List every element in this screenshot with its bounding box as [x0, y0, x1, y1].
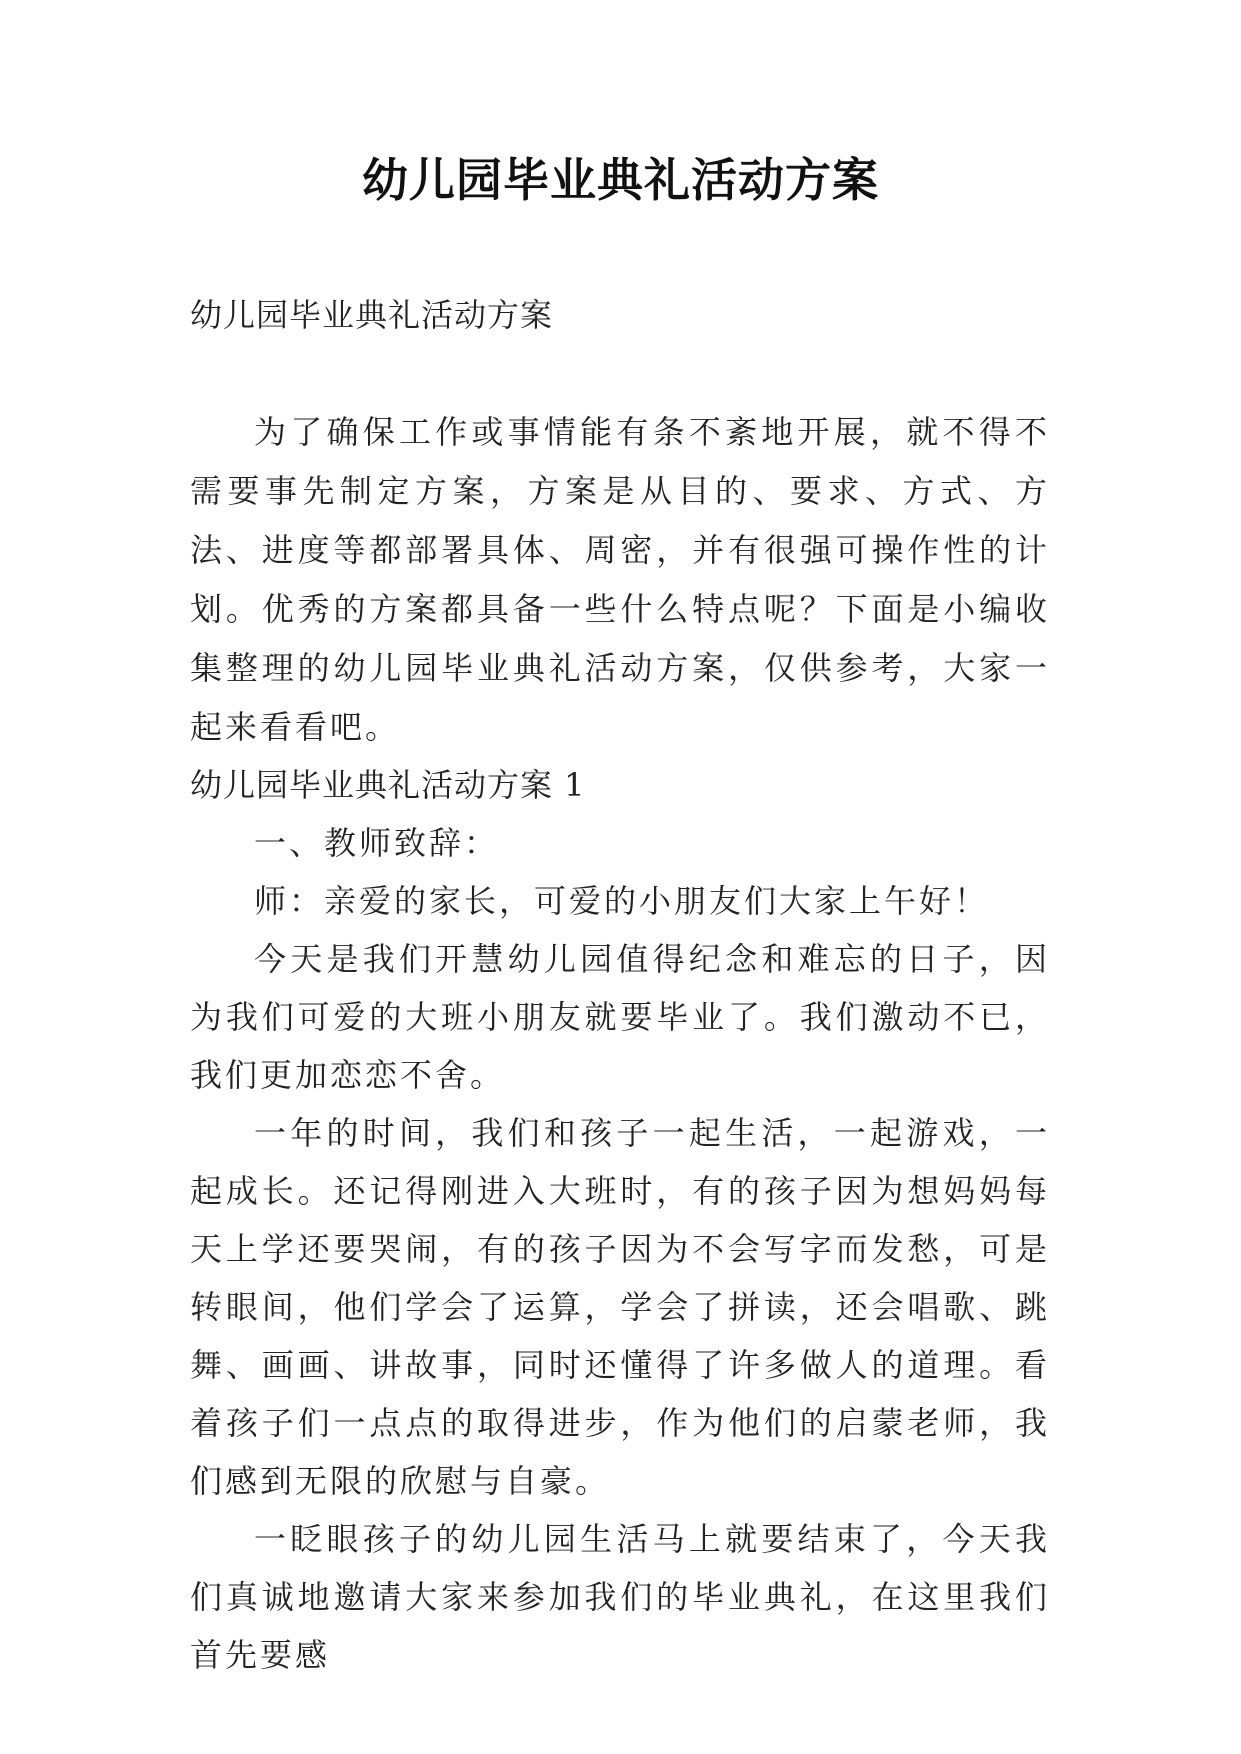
section-1	[190, 756, 1050, 1684]
section-item-heading: 一、教师致辞：	[254, 824, 500, 862]
body-paragraph: 今天是我们开慧幼儿园值得纪念和难忘的日子，因为我们可爱的大班小朋友就要毕业了。我们激动不已，我们更加恋恋不舍。	[190, 940, 1050, 1094]
body-paragraph: 一眨眼孩子的幼儿园生活马上就要结束了，今天我们真诚地邀请大家来参加我们的毕业典礼，在这里我们首先要感	[190, 1520, 1050, 1674]
document-subtitle: 幼儿园毕业典礼活动方案	[190, 296, 554, 334]
intro-paragraph: 为了确保工作或事情能有条不紊地开展，就不得不需要事先制定方案，方案是从目的、要求、方式、方法、进度等都部署具体、周密，并有很强可操作性的计划。优秀的方案都具备一些什么特点呢？下面是小编收集整理的幼儿园毕业典礼活动方案，仅供参考，大家一起来看看吧。	[190, 413, 1050, 746]
body-paragraph: 一年的时间，我们和孩子一起生活，一起游戏，一起成长。还记得刚进入大班时，有的孩子因为想妈妈每天上学还要哭闹，有的孩子因为不会写字而发愁，可是转眼间，他们学会了运算，学会了拼读，还会唱歌、跳舞、画画、讲故事，同时还懂得了许多做人的道理。看着孩子们一点点的取得进步，作为他们的启蒙老师，我们感到无限的欣慰与自豪。	[190, 1114, 1050, 1500]
section-heading: 幼儿园毕业典礼活动方案 1	[190, 766, 586, 804]
document-title: 幼儿园毕业典礼活动方案	[362, 153, 879, 207]
greeting-paragraph: 师：亲爱的家长，可爱的小朋友们大家上午好！	[254, 882, 990, 920]
